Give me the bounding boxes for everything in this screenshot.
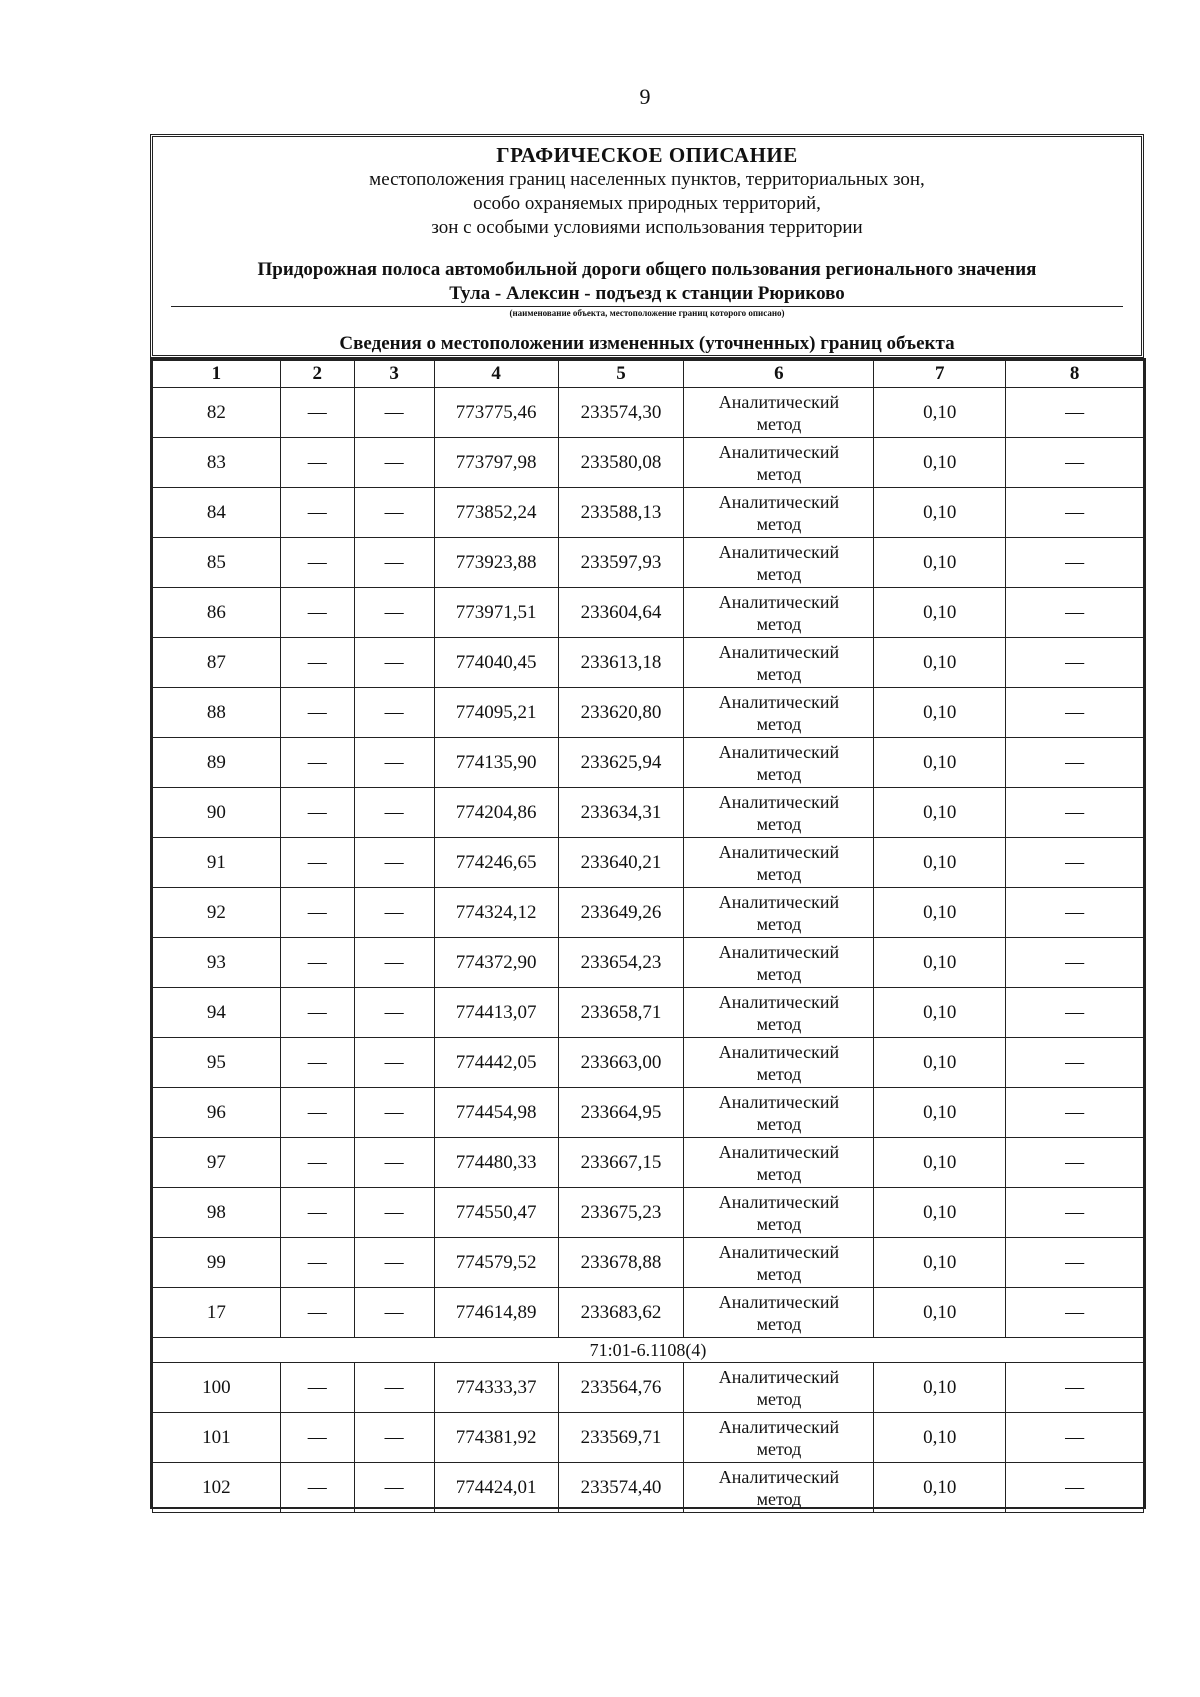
accuracy-value: 0,10 — [874, 1138, 1006, 1188]
col8-value: — — [1006, 1038, 1144, 1088]
method-label: Аналитический — [718, 1366, 840, 1387]
col3-value: — — [354, 838, 434, 888]
point-number: 85 — [153, 538, 281, 588]
coord-y: 233634,31 — [558, 788, 684, 838]
method-label: Аналитический — [718, 691, 840, 712]
point-number: 86 — [153, 588, 281, 638]
col3-value: — — [354, 388, 434, 438]
method-cell — [684, 688, 874, 738]
col3-value: — — [354, 988, 434, 1038]
col2-value: — — [280, 938, 354, 988]
accuracy-value: 0,10 — [874, 388, 1006, 438]
coord-x: 774095,21 — [434, 688, 558, 738]
column-header: 8 — [1006, 361, 1144, 388]
coord-x: 774040,45 — [434, 638, 558, 688]
accuracy-value: 0,10 — [874, 1288, 1006, 1338]
col2-value: — — [280, 1138, 354, 1188]
method-label: Аналитический — [718, 891, 840, 912]
method-label: метод — [756, 713, 802, 734]
col8-value: — — [1006, 788, 1144, 838]
point-number: 93 — [153, 938, 281, 988]
point-number: 94 — [153, 988, 281, 1038]
col3-value: — — [354, 638, 434, 688]
coord-y: 233564,76 — [558, 1363, 684, 1413]
accuracy-value: 0,10 — [874, 1088, 1006, 1138]
table-row — [153, 588, 1144, 638]
method-cell — [684, 588, 874, 638]
method-label: метод — [756, 463, 802, 484]
point-number: 87 — [153, 638, 281, 688]
table-row — [153, 1188, 1144, 1238]
method-label: Аналитический — [718, 441, 840, 462]
accuracy-value: 0,10 — [874, 488, 1006, 538]
accuracy-value: 0,10 — [874, 688, 1006, 738]
subsection-row — [153, 1338, 1144, 1363]
col2-value: — — [280, 1463, 354, 1513]
col2-value: — — [280, 588, 354, 638]
method-cell — [684, 1413, 874, 1463]
coord-y: 233574,30 — [558, 388, 684, 438]
accuracy-value: 0,10 — [874, 888, 1006, 938]
method-cell — [684, 988, 874, 1038]
table-row — [153, 788, 1144, 838]
coordinates-table — [152, 360, 1144, 1513]
col8-value: — — [1006, 738, 1144, 788]
method-label: Аналитический — [718, 391, 840, 412]
method-label: метод — [756, 563, 802, 584]
coord-y: 233574,40 — [558, 1463, 684, 1513]
coord-x: 774372,90 — [434, 938, 558, 988]
table-row — [153, 438, 1144, 488]
col2-value: — — [280, 838, 354, 888]
col3-value: — — [354, 738, 434, 788]
method-cell — [684, 388, 874, 438]
method-label: метод — [756, 663, 802, 684]
method-cell — [684, 1238, 874, 1288]
table-row — [153, 1038, 1144, 1088]
col8-value: — — [1006, 1463, 1144, 1513]
method-cell — [684, 838, 874, 888]
col8-value: — — [1006, 688, 1144, 738]
table-row — [153, 688, 1144, 738]
coord-y: 233569,71 — [558, 1413, 684, 1463]
coord-y: 233678,88 — [558, 1238, 684, 1288]
coord-x: 774413,07 — [434, 988, 558, 1038]
method-cell — [684, 738, 874, 788]
column-header: 6 — [684, 361, 874, 388]
col3-value: — — [354, 1288, 434, 1338]
method-label: метод — [756, 1213, 802, 1234]
table-row — [153, 1288, 1144, 1338]
method-label: метод — [756, 763, 802, 784]
method-cell — [684, 788, 874, 838]
accuracy-value: 0,10 — [874, 438, 1006, 488]
coord-x: 774480,33 — [434, 1138, 558, 1188]
table-row — [153, 388, 1144, 438]
method-cell — [684, 1138, 874, 1188]
coord-x: 774324,12 — [434, 888, 558, 938]
coord-x: 774135,90 — [434, 738, 558, 788]
col3-value: — — [354, 1188, 434, 1238]
document-title: ГРАФИЧЕСКОЕ ОПИСАНИЕ — [496, 143, 798, 167]
coord-x: 773852,24 — [434, 488, 558, 538]
method-label: метод — [756, 963, 802, 984]
coord-x: 774381,92 — [434, 1413, 558, 1463]
point-number: 96 — [153, 1088, 281, 1138]
col8-value: — — [1006, 638, 1144, 688]
table-row — [153, 1363, 1144, 1413]
method-cell — [684, 1188, 874, 1238]
method-cell — [684, 488, 874, 538]
col8-value: — — [1006, 1413, 1144, 1463]
point-number: 90 — [153, 788, 281, 838]
method-cell — [684, 1038, 874, 1088]
method-cell — [684, 1088, 874, 1138]
method-label: метод — [756, 813, 802, 834]
col2-value: — — [280, 888, 354, 938]
table-row — [153, 888, 1144, 938]
accuracy-value: 0,10 — [874, 738, 1006, 788]
point-number: 91 — [153, 838, 281, 888]
col2-value: — — [280, 438, 354, 488]
method-label: Аналитический — [718, 741, 840, 762]
col8-value: — — [1006, 1138, 1144, 1188]
col3-value: — — [354, 438, 434, 488]
point-number: 95 — [153, 1038, 281, 1088]
method-label: метод — [756, 1063, 802, 1084]
method-label: Аналитический — [718, 1241, 840, 1262]
method-label: Аналитический — [718, 791, 840, 812]
col8-value: — — [1006, 538, 1144, 588]
point-number: 84 — [153, 488, 281, 538]
object-caption-note: (наименование объекта, местоположение границ которого описано) — [509, 308, 785, 318]
col8-value: — — [1006, 888, 1144, 938]
table-row — [153, 1463, 1144, 1513]
coord-y: 233667,15 — [558, 1138, 684, 1188]
point-number: 89 — [153, 738, 281, 788]
method-cell — [684, 438, 874, 488]
accuracy-value: 0,10 — [874, 838, 1006, 888]
subtitle-line-1: местоположения границ населенных пунктов, территориальных зон, — [369, 169, 925, 190]
col8-value: — — [1006, 988, 1144, 1038]
col2-value: — — [280, 538, 354, 588]
point-number: 100 — [153, 1363, 281, 1413]
col2-value: — — [280, 1288, 354, 1338]
col2-value: — — [280, 738, 354, 788]
method-label: метод — [756, 1438, 802, 1459]
accuracy-value: 0,10 — [874, 788, 1006, 838]
col3-value: — — [354, 1413, 434, 1463]
table-row — [153, 638, 1144, 688]
method-label: Аналитический — [718, 491, 840, 512]
document-header — [150, 134, 1144, 358]
method-label: Аналитический — [718, 541, 840, 562]
coord-y: 233580,08 — [558, 438, 684, 488]
accuracy-value: 0,10 — [874, 638, 1006, 688]
point-number: 101 — [153, 1413, 281, 1463]
table-row — [153, 488, 1144, 538]
point-number: 17 — [153, 1288, 281, 1338]
col3-value: — — [354, 1038, 434, 1088]
coord-x: 773775,46 — [434, 388, 558, 438]
point-number: 97 — [153, 1138, 281, 1188]
col3-value: — — [354, 1463, 434, 1513]
method-cell — [684, 538, 874, 588]
accuracy-value: 0,10 — [874, 1038, 1006, 1088]
coord-x: 774442,05 — [434, 1038, 558, 1088]
col2-value: — — [280, 488, 354, 538]
coord-x: 774204,86 — [434, 788, 558, 838]
coord-y: 233649,26 — [558, 888, 684, 938]
col8-value: — — [1006, 438, 1144, 488]
method-label: Аналитический — [718, 1291, 840, 1312]
accuracy-value: 0,10 — [874, 938, 1006, 988]
coord-y: 233658,71 — [558, 988, 684, 1038]
method-cell — [684, 888, 874, 938]
coord-x: 774614,89 — [434, 1288, 558, 1338]
method-label: Аналитический — [718, 1041, 840, 1062]
method-label: метод — [756, 613, 802, 634]
section-title: Сведения о местоположении измененных (уточненных) границ объекта — [339, 333, 955, 354]
col8-value: — — [1006, 1088, 1144, 1138]
coord-y: 233613,18 — [558, 638, 684, 688]
method-label: метод — [756, 1388, 802, 1409]
table-row — [153, 938, 1144, 988]
coord-x: 774333,37 — [434, 1363, 558, 1413]
col8-value: — — [1006, 1188, 1144, 1238]
coord-x: 774424,01 — [434, 1463, 558, 1513]
col3-value: — — [354, 1088, 434, 1138]
accuracy-value: 0,10 — [874, 538, 1006, 588]
column-header: 7 — [874, 361, 1006, 388]
method-cell — [684, 1363, 874, 1413]
method-cell — [684, 1463, 874, 1513]
table-row — [153, 1138, 1144, 1188]
coord-y: 233683,62 — [558, 1288, 684, 1338]
page-number: 9 — [639, 84, 651, 109]
col2-value: — — [280, 1038, 354, 1088]
accuracy-value: 0,10 — [874, 588, 1006, 638]
coord-x: 774454,98 — [434, 1088, 558, 1138]
col2-value: — — [280, 638, 354, 688]
col3-value: — — [354, 1138, 434, 1188]
method-label: метод — [756, 863, 802, 884]
coord-y: 233625,94 — [558, 738, 684, 788]
col3-value: — — [354, 1363, 434, 1413]
col8-value: — — [1006, 1238, 1144, 1288]
coord-y: 233640,21 — [558, 838, 684, 888]
accuracy-value: 0,10 — [874, 1188, 1006, 1238]
coord-y: 233604,64 — [558, 588, 684, 638]
col2-value: — — [280, 788, 354, 838]
table-row — [153, 988, 1144, 1038]
column-header: 4 — [434, 361, 558, 388]
col3-value: — — [354, 588, 434, 638]
col3-value: — — [354, 538, 434, 588]
col8-value: — — [1006, 838, 1144, 888]
method-label: метод — [756, 913, 802, 934]
accuracy-value: 0,10 — [874, 1238, 1006, 1288]
column-header: 2 — [280, 361, 354, 388]
object-name-line-1: Придорожная полоса автомобильной дороги общего пользования регионального значения — [257, 259, 1037, 280]
method-label: Аналитический — [718, 1466, 840, 1487]
method-label: Аналитический — [718, 1141, 840, 1162]
coord-y: 233597,93 — [558, 538, 684, 588]
method-label: Аналитический — [718, 1091, 840, 1112]
col3-value: — — [354, 1238, 434, 1288]
col8-value: — — [1006, 488, 1144, 538]
coord-y: 233664,95 — [558, 1088, 684, 1138]
coord-y: 233663,00 — [558, 1038, 684, 1088]
point-number: 82 — [153, 388, 281, 438]
subsection-label: 71:01-6.1108(4) — [153, 1338, 1144, 1363]
col8-value: — — [1006, 1363, 1144, 1413]
col2-value: — — [280, 1413, 354, 1463]
method-label: метод — [756, 1113, 802, 1134]
col3-value: — — [354, 888, 434, 938]
coord-y: 233588,13 — [558, 488, 684, 538]
col3-value: — — [354, 488, 434, 538]
method-cell — [684, 638, 874, 688]
method-label: Аналитический — [718, 941, 840, 962]
method-cell — [684, 1288, 874, 1338]
coord-x: 773797,98 — [434, 438, 558, 488]
col2-value: — — [280, 688, 354, 738]
col3-value: — — [354, 788, 434, 838]
object-name-line-2: Тула - Алексин - подъезд к станции Рюриково — [449, 283, 845, 304]
method-label: метод — [756, 1163, 802, 1184]
method-label: Аналитический — [718, 641, 840, 662]
subtitle-line-2: особо охраняемых природных территорий, — [473, 193, 821, 214]
column-header: 3 — [354, 361, 434, 388]
col8-value: — — [1006, 1288, 1144, 1338]
column-header: 1 — [153, 361, 281, 388]
table-row — [153, 838, 1144, 888]
point-number: 92 — [153, 888, 281, 938]
method-label: Аналитический — [718, 1416, 840, 1437]
accuracy-value: 0,10 — [874, 988, 1006, 1038]
coord-x: 774246,65 — [434, 838, 558, 888]
coord-x: 773923,88 — [434, 538, 558, 588]
method-label: метод — [756, 1488, 802, 1509]
column-header: 5 — [558, 361, 684, 388]
col8-value: — — [1006, 388, 1144, 438]
table-row — [153, 1088, 1144, 1138]
method-label: метод — [756, 1313, 802, 1334]
coord-y: 233620,80 — [558, 688, 684, 738]
col2-value: — — [280, 388, 354, 438]
point-number: 98 — [153, 1188, 281, 1238]
point-number: 102 — [153, 1463, 281, 1513]
table-row — [153, 1238, 1144, 1288]
method-label: Аналитический — [718, 841, 840, 862]
method-label: Аналитический — [718, 991, 840, 1012]
col3-value: — — [354, 938, 434, 988]
point-number: 83 — [153, 438, 281, 488]
method-label: метод — [756, 1013, 802, 1034]
method-label: Аналитический — [718, 1191, 840, 1212]
point-number: 88 — [153, 688, 281, 738]
method-label: метод — [756, 513, 802, 534]
coord-x: 773971,51 — [434, 588, 558, 638]
table-row — [153, 1413, 1144, 1463]
coord-x: 774579,52 — [434, 1238, 558, 1288]
col2-value: — — [280, 1363, 354, 1413]
accuracy-value: 0,10 — [874, 1363, 1006, 1413]
col2-value: — — [280, 1238, 354, 1288]
accuracy-value: 0,10 — [874, 1413, 1006, 1463]
method-cell — [684, 938, 874, 988]
accuracy-value: 0,10 — [874, 1463, 1006, 1513]
coord-x: 774550,47 — [434, 1188, 558, 1238]
coord-y: 233654,23 — [558, 938, 684, 988]
method-label: метод — [756, 1263, 802, 1284]
table-row — [153, 738, 1144, 788]
subtitle-line-3: зон с особыми условиями использования территории — [431, 217, 863, 238]
method-label: Аналитический — [718, 591, 840, 612]
table-row — [153, 538, 1144, 588]
col8-value: — — [1006, 938, 1144, 988]
col2-value: — — [280, 1188, 354, 1238]
col3-value: — — [354, 688, 434, 738]
col2-value: — — [280, 1088, 354, 1138]
col8-value: — — [1006, 588, 1144, 638]
point-number: 99 — [153, 1238, 281, 1288]
coord-y: 233675,23 — [558, 1188, 684, 1238]
col2-value: — — [280, 988, 354, 1038]
column-header-row — [153, 361, 1144, 388]
method-label: метод — [756, 413, 802, 434]
